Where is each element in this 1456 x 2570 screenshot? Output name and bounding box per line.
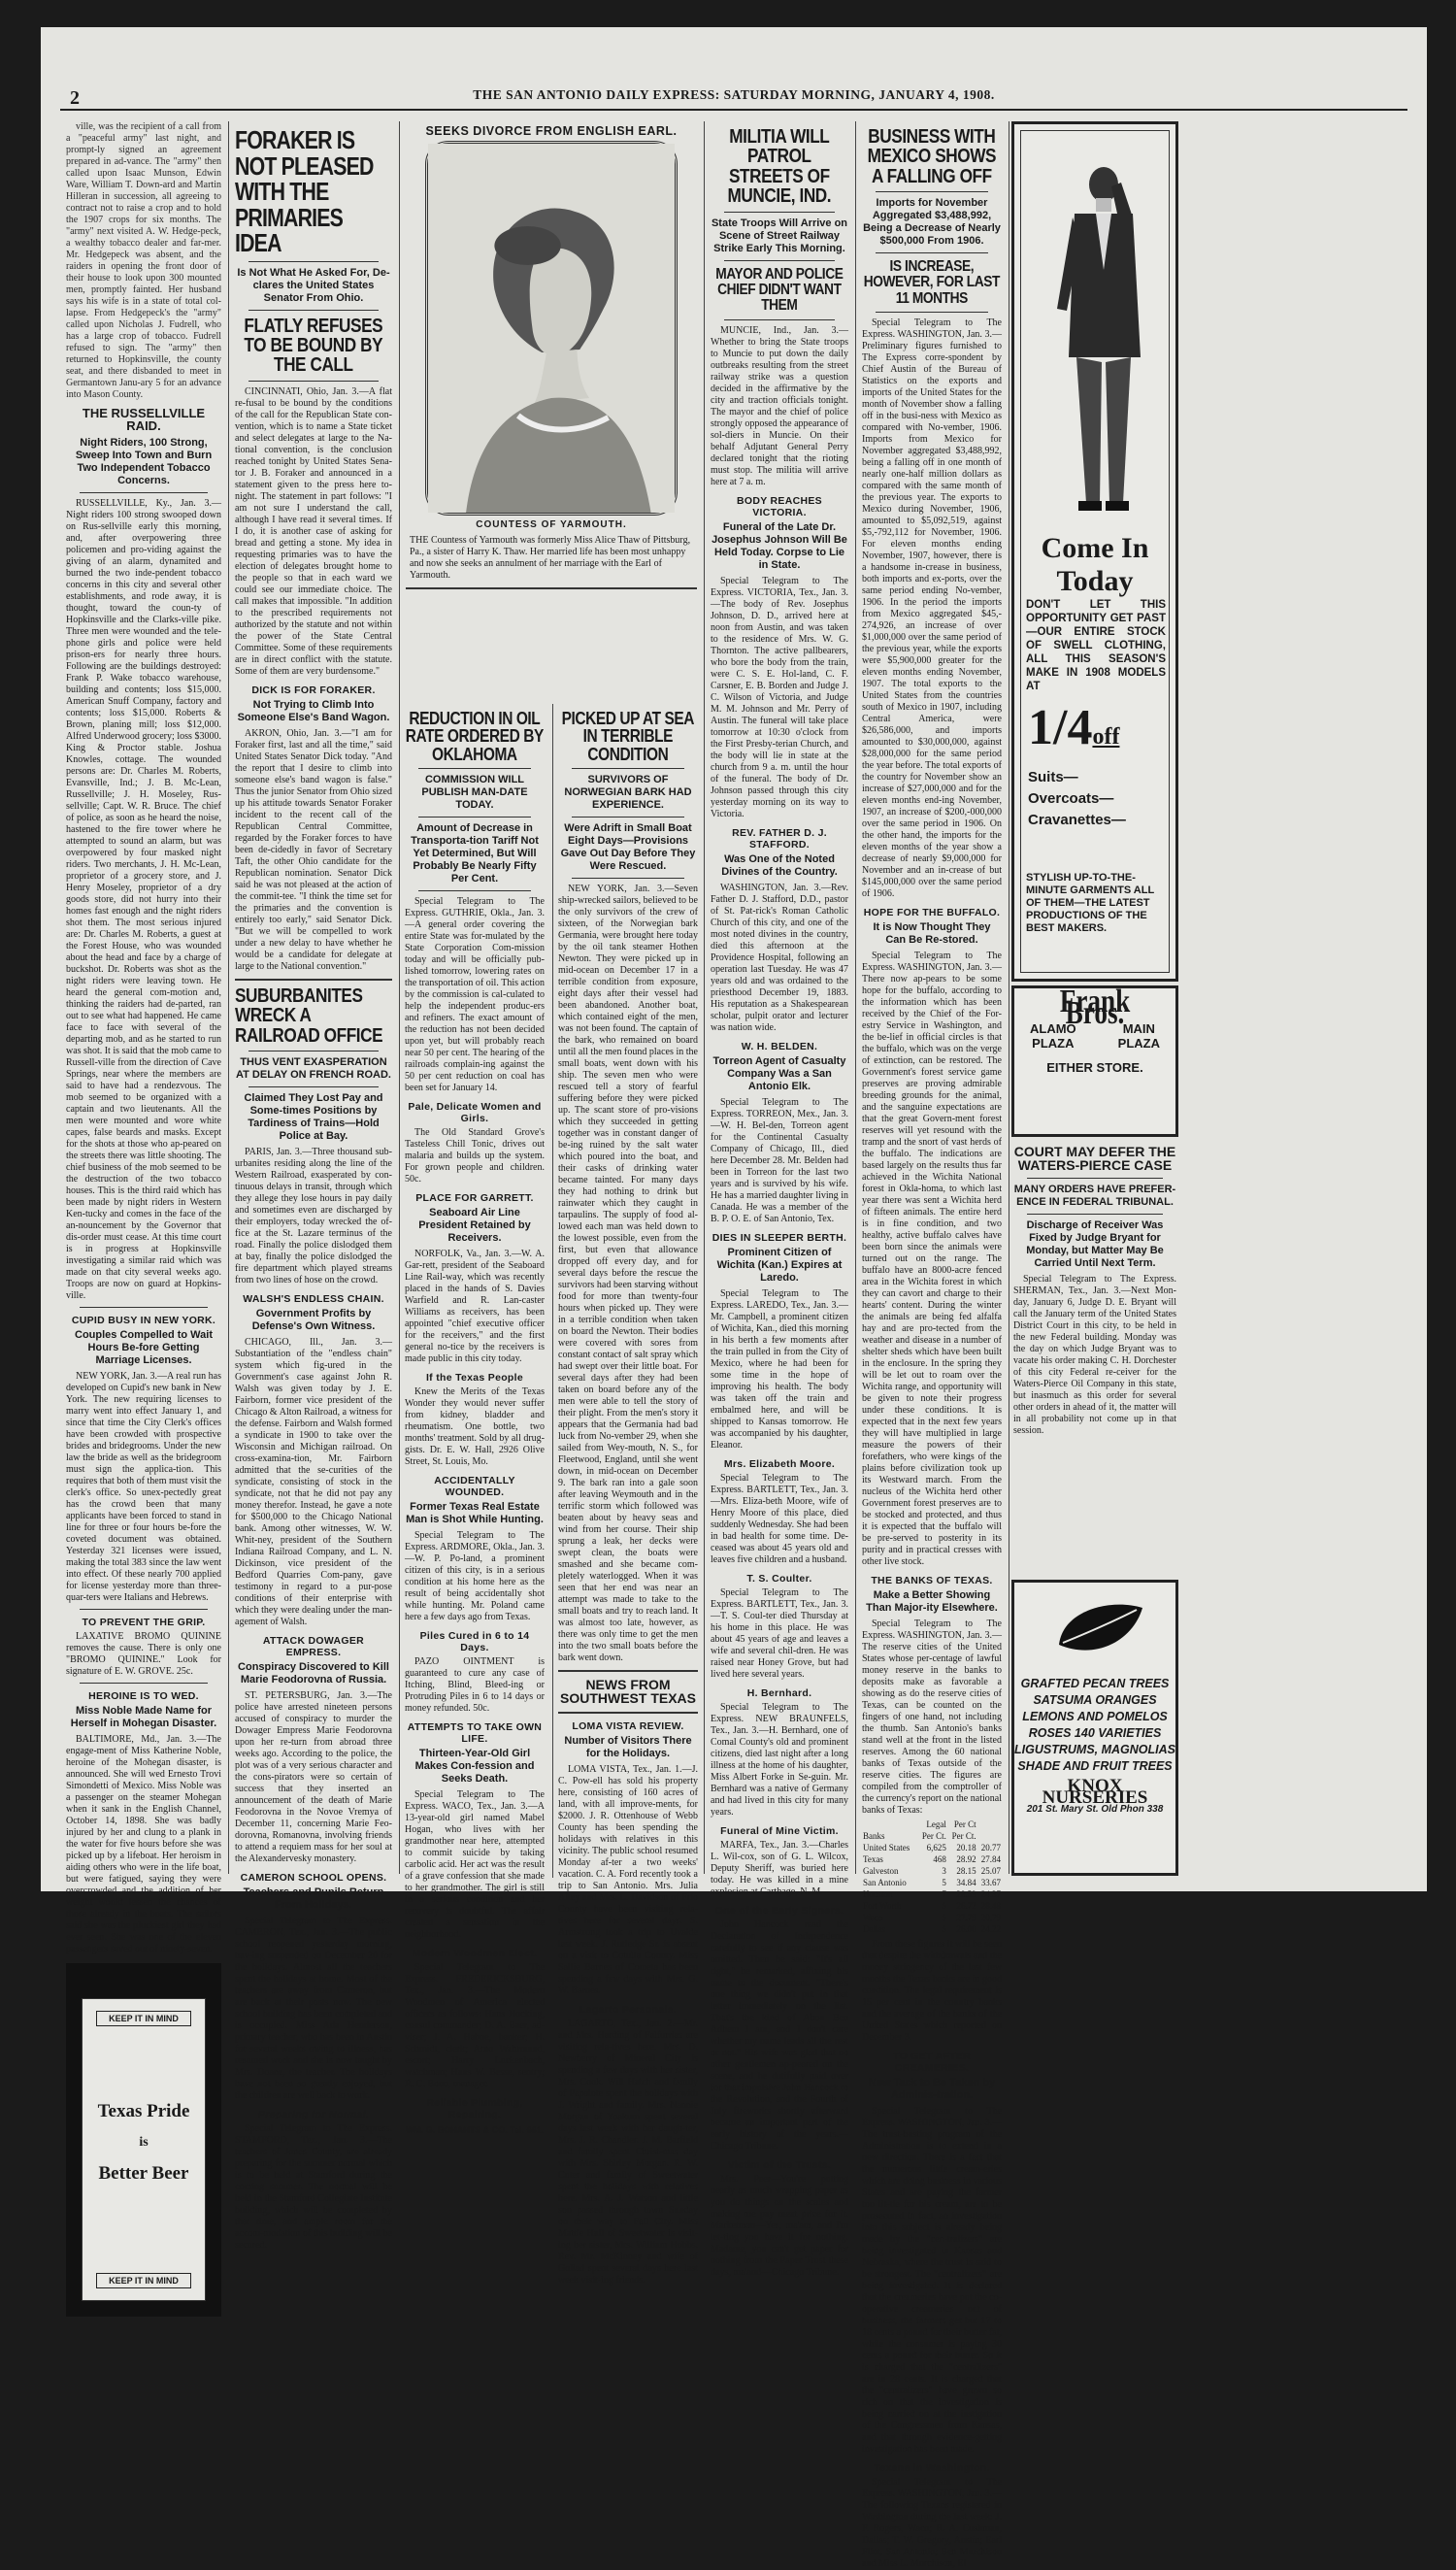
story-body: The Old Standard Grove's Tasteless Chill Tonic, drives out malaria and builds up the system. For grown people and children. 50c. xyxy=(405,1127,545,1185)
table-cell: 20.77 xyxy=(980,1843,1001,1853)
headline: HEROINE IS TO WED. xyxy=(88,1689,199,1702)
headline: DICK IS FOR FORAKER. xyxy=(251,684,376,696)
headline: COURT MAY DEFER THE WATERS-PIERCE CASE xyxy=(1013,1144,1176,1174)
column-2 xyxy=(229,121,398,2251)
stock-line: LEMONS AND POMELOS xyxy=(1022,1710,1168,1723)
stock-line: SHADE AND FRUIT TREES xyxy=(1017,1759,1173,1773)
headline: TO GET AFTER CREAMERIES. xyxy=(892,2051,972,2075)
divider xyxy=(572,817,684,818)
table-cell: Texas xyxy=(863,1854,883,1865)
table-cell: 24.22 xyxy=(980,1924,1001,1935)
clothing-advertisement xyxy=(1011,121,1178,982)
table-cell: 28.15 xyxy=(956,1866,976,1877)
table-cell: Fort Worth xyxy=(863,1901,902,1912)
headline: PICKED UP AT SEA IN TERRIBLE CONDITION xyxy=(561,709,695,764)
headline: PLACE FOR GARRETT. xyxy=(415,1192,534,1205)
headline: FORAKER IS NOT PLEASED WITH THE PRIMARIES IDEA xyxy=(235,125,374,258)
deck: COMMISSION WILL PUBLISH MAN-DATE TODAY. xyxy=(421,774,528,812)
deck: Discharge of Receiver Was Fixed by Judge Bryant for Monday, but Matter May Be Carried Until Next Term. xyxy=(1026,1218,1164,1269)
table-header-cell: Legal xyxy=(926,1819,946,1830)
headline: Texans in Washington. xyxy=(874,2462,990,2475)
headline: H. Bernhard. xyxy=(746,1686,812,1699)
table-row xyxy=(862,1853,1002,1865)
table-cell: 7 xyxy=(942,1889,946,1900)
garment-list xyxy=(1028,767,1126,831)
headline: Lagarto Personals. xyxy=(579,2003,677,2016)
deck: Seaboard Air Line President Retained by Receivers. xyxy=(418,1207,531,1245)
table-cell: 6,625 xyxy=(926,1843,946,1853)
portrait-illustration xyxy=(428,144,675,513)
table-cell: 20.18 xyxy=(956,1843,976,1853)
deck: Couples Compelled to Wait Hours Be-fore Getting Marriage Licenses. xyxy=(75,1328,213,1366)
story-body: Special Telegram to The Express. NEW BRAUNFELS, Tex., Jan. 3.—H. Bernhard, one of Comal County's old and prominent citizens, died last night after a long illness at the home of his daughter, Miss Albert Forke in Se-guin. Mr. Bernhard was a native of Germany and had lived in this city for many years. xyxy=(711,1701,848,1818)
garment-item: Suits— xyxy=(1028,769,1078,785)
story-body: Special Telegram to The Express. FREDERICKSBURG, Tex., Jan. 3.—The Modern Woodmen of America elected officers as follows: Hans Hocking, consul commander; D. A. Baer, ad-viser; J. A. Habne, banker; H. Schmidt, clerk; Arno Wahrmund, escort; Harry Luckenbach, watchman; Hans W. Besse, sentry; R. C. Bonn, manager. xyxy=(405,1962,545,2090)
ad-banner: KEEP IT IN MIND xyxy=(96,2011,191,2026)
divider xyxy=(80,1609,208,1610)
ad-footer: WM. G. BOHAHTS & CO. Tel. 661. xyxy=(405,2125,545,2136)
story-body: ville, was the recipient of a call from a "peaceful army" last night, and prompt-ly signed an agreement prepared in ad-vance. The "army" then called upon Isaac Munson, Edwin Ware, William T. Down-ard and Martin Hilleran in succession, all agreeing to contract not to raise a crop and to hold the 1907 crops for six months. The "army" next visited A. W. Hedge-peck, a wealthy tobacco dealer and far-mer. Mr. Hedgepeck was absent, and the raiders in opening the front door of their house to look upon 300 mounted men, promptly fainted. Her husband says his wife is in a state of total col-lapse. From Hedgepeck's the "army" called upon Nicholas J. Fudrell, who has a large crop of tobacco. Fudrell refused to sign. The "army" then returned to Hopkinsville, the county seat, and there disbanded to meet in Germantown Janu-ary 5 for an advance into Mason County. xyxy=(66,121,221,400)
divider xyxy=(418,890,531,891)
table-header-row xyxy=(862,1819,1002,1830)
deck: MANY ORDERS HAVE PREFER-ENCE IN FEDERAL TRIBUNAL. xyxy=(1013,1183,1176,1208)
divider xyxy=(558,1712,698,1714)
discount-fraction: 1/4 xyxy=(1028,700,1093,755)
deck: Were Adrift in Small Boat Eight Days—Provisions Gave Out Day Before They Were Rescued. xyxy=(560,822,696,873)
story-body: RUSSELLVILLE, Ky., Jan. 3.—Night riders 100 strong swooped down on Rus-sellville early this morning, and, after overpowering three policemen and pro-viding against the giving of an alarm, dynamited and burned the two inde-pendent tobacco concerns in this city and several other establishments, and rode away, it is thought, toward the coun-ty of Hopkinsville and the Clarks-ville pike. Three men were wounded and the tele-phone girls and police were held prison-ers for nearly three hours. Following are the buildings destroyed: Frank P. Wake tobacco warehouse, building and contents; loss $15,000. American Snuff Company, factory and contents; loss $15,000. Roberts & Brown, planing mill; loss $12,000. Alfred Underwood grocery; loss $3000. King & Proctor stable. Joshua Knowles, cottage. The wounded persons are: Dr. Charles M. Roberts, Evansville, Ind.; J. B. Mc-Lean, Russellville; J. H. Moseley, Rus-sellville; Capt. W. R. Bruce. The chief of police, as soon as he heard the noise, hastened to the fire tower where he attempted to sound an alarm, but was overpowered by four masked night riders. Two merchants, J. H. Mc-Lean, proprietor of a grocery store, and J. Henry Moseley, proprietor of a dry goods store, did not hurry into their homes fast enough and the night riders shot them. The most serious injured are: Dr. Charles M. Roberts, a guest at the Forest House, who was wounded about the head and face by a charge of buckshot. Dr. Roberts was shot as the night riders were leaving town. He heard the general com-motion and, thinking the raiders had de-parted, ran out to see what had happened. He came face to face with several of the departing mob, and as he started to run was shot. It is said that the mob came to Russell-ville from the direction of Cave Springs, near where the members are said to have had a rendezvous. The mob seemed to be organized with a captain and two lieutenants. All the men were mounted and wore white capes, false beards and masks. Except for the shots at those who ap-peared on the streets there was little shooting. The chief business of the mob seemed to be the destruction of the two tobacco houses. This is the third raid which has been made by night riders in Western Ken-tucky and comes in the face of the an-nouncement by the Governor that dis-order must cease. At this time court is in progress at Hopkinsville investigating a similar raid which was made on that city several weeks ago. Troops are now on guard at Hopkins-ville. xyxy=(66,497,221,1301)
story-body: Special Telegram to The Express. GUTHRIE, Okla., Jan. 3.—A general order covering the entire State was for-mulated by the State Corporation Com-mission today and will be officially pub-lished tomorrow, lowering rates on the transportation of oil. This action by the commission is cal-culated to help the independent produc-ers and refiners. The exact amount of the reduction has not been decided upon yet, but will probably reach near 50 per cent. The hearing of the railroads complain-ing against the 50 per cent reduction on coal has been set for January 14. xyxy=(405,896,545,1094)
deck: Thirteen-Year-Old Girl Makes Con-fession and Seeks Death. xyxy=(414,1748,535,1786)
story-body: From these figures it will be seen that despite the withdrawals and the money stringency of the last few months the Texas banks are in good condition. The legal requirement is 15 per cent in the country banks and the average of the banks of the United States which reported on December 3. xyxy=(862,1939,1002,2044)
headline: DIES IN SLEEPER BERTH. xyxy=(711,1231,847,1244)
headline: WALSH'S ENDLESS CHAIN. xyxy=(243,1292,384,1305)
table-cell: 5 xyxy=(942,1924,946,1935)
deck: Torreon Agent of Casualty Company Was a San Antonio Elk. xyxy=(712,1054,846,1092)
beer-advertisement xyxy=(66,1963,221,2317)
headline: Modern Woodmen Elect. xyxy=(412,1948,538,1960)
beer-ad-panel xyxy=(82,1998,206,2301)
deck: THUS VENT EXASPERATION AT DELAY ON FRENCH ROAD. xyxy=(236,1055,391,1081)
column-4 xyxy=(705,121,854,2278)
table-cell: 3 xyxy=(942,1866,946,1877)
headline: REV. FATHER D. J. STAFFORD. xyxy=(732,826,827,851)
table-header-cell: Per Ct. xyxy=(921,1831,946,1842)
garment-item: Overcoats— xyxy=(1028,790,1114,807)
running-head: THE SAN ANTONIO DAILY EXPRESS: SATURDAY MORNING, JANUARY 4, 1908. xyxy=(473,87,995,102)
headline: CAMERON SCHOOL OPENS. xyxy=(240,1871,387,1884)
deck: Miss Noble Made Name for Herself in Mohegan Disaster. xyxy=(70,1704,217,1729)
subcolumn-left xyxy=(400,704,549,2136)
story-body: MUNCIE, Ind., Jan. 3.—Whether to bring the State troops to Muncie to put down the daily outbreaks resulting from the street railway strike was a question decided in the affirmative by the city and traction officials tonight. The mayor and the chief of police strongly opposed the appearance of sol-diers in Muncie. On their behalf Adjutant General Perry declared tonight that the rioting must stop. The militia will arrive here at 7 a. m. xyxy=(711,324,848,487)
table-cell: 27.79 xyxy=(956,1913,976,1923)
headline: T. S. Coulter. xyxy=(746,1572,812,1585)
story-body: Special Telegram to The Express. SHERMAN, Tex., Jan. 3.—Next Mon-day, January 6, Judge D. E. Bryant will call the January term of the United States District Court in this city, to be held in the new Federal building. Monday was the day on which Judge Bryant was to vacate his order making C. H. Dorchester of this city Federal re-ceiver for the Waters-Pierce Oil Company in this state, but inasmuch as this order for several other orders in ahead of it, the matter will in all probability not come up in that session. xyxy=(1013,1273,1176,1436)
leaf-icon xyxy=(1053,1596,1146,1664)
deck: Conspiracy Discovered to Kill Marie Feodorovna of Russia. xyxy=(238,1660,389,1686)
table-row xyxy=(862,1912,1002,1923)
photo-headline: SEEKS DIVORCE FROM ENGLISH EARL. xyxy=(425,124,678,138)
table-cell: 20.79 xyxy=(980,1913,1001,1923)
story-body: LAGARTO, Tex., Jan. 2.—Mr. and Mrs. Harding of Falfurrias are visiting rela-tives here. Mrs. D. Newberry of Mineral City is spending a few days with her sister, Mrs. Cook. Will Hatch and family of Papalote spent the holidays with J. Wright and family. Mrs. Nannie Morgan of Yoakum spent several days last week with her daugh-ter, Mrs. J. R. Chandler. J. M. Barfield and family spent Christ-mas day with Mrs. Shirley Morgan. R. W. Cuter and family of Sweetwater spent the holidays with relatives here. Mrs. A. J. Watson and little son passed through town Sunday on their way to Fall City. Miss Mattie Hall of Sweetwater is visit-ing her sister, Mrs. William Hobbs. Rev. Mr. McKinney and wife of Goliad spent several days here last week visit-ing friends. xyxy=(558,2018,698,2286)
deck: Government Profits by Defense's Own Witness. xyxy=(251,1307,376,1332)
table-row xyxy=(862,1865,1002,1877)
headline: MAYOR AND POLICE CHIEF DIDN'T WANT THEM xyxy=(715,265,844,315)
knox-nurseries-advertisement xyxy=(1011,1580,1178,1876)
stock-line: ROSES 140 VARIETIES xyxy=(1028,1726,1162,1740)
divider xyxy=(876,312,988,313)
story-body: PAZO OINTMENT is guaranteed to cure any case of Itching, Blind, Bleed-ing or Protruding Piles in 6 to 14 days or money refunded. 50c. xyxy=(405,1656,545,1715)
ad-banner: KEEP IT IN MIND xyxy=(96,2273,191,2288)
table-row xyxy=(862,1900,1002,1912)
deck: Make a Better Showing Than Major-ity Elsewhere. xyxy=(866,1589,998,1615)
table-cell: 27.84 xyxy=(980,1854,1001,1865)
table-cell: San Antonio xyxy=(863,1878,907,1888)
photo-caption: COUNTESS OF YARMOUTH. xyxy=(476,519,627,530)
headline: Funeral of Mine Victim. xyxy=(720,1824,839,1837)
divider xyxy=(558,1670,698,1672)
deck: Prominent Citizen of Wichita (Kan.) Expires at Laredo. xyxy=(716,1246,843,1284)
story-body: John Hancock read the Declaration of Independence carefully to see if any clause was omitted. Then he said: "It's all right," he remarked, affixing his name to the document. "There's one thing we didn't put in that letter immediately on the list. That's the kind of Abou Ben Adhem I am, and I don't care whether my name leads all the rest or not." His wife was glad that no other gentlemen ap-peared on the scene, and he dutifully paid over for that impulsive John Hancock to the Revolution, and the Fourth of July fireworks shortly afterward became an important part of the early history of the years.—Chicago Tribune. xyxy=(711,1919,848,2152)
headline: FLATLY REFUSES TO BE BOUND BY THE CALL xyxy=(244,315,383,377)
table-cell: 25.07 xyxy=(980,1866,1001,1877)
story-body: Special Telegram to The Express. STAMFORD, Tex., Jan. 3.—The teachers of Jones County, are already preparing for the summer normal which is to be held at Stamford during the coming summer. The normal will be held in the Stamford Collegiate Institute building, which will be completed by that time, and ample room for the accom-modation of this building will be secured. xyxy=(235,2122,392,2251)
nursery-address: 201 St. Mary St. Old Phon 338 xyxy=(1026,1804,1164,1815)
headline: W. H. BELDEN. xyxy=(741,1040,818,1052)
masthead-rule xyxy=(60,109,1407,111)
deck: It is Now Thought They Can Be Re-stored. xyxy=(873,921,991,947)
headline: IS INCREASE, HOWEVER, FOR LAST 11 MONTHS xyxy=(863,258,1000,307)
court-story xyxy=(1013,1139,1176,1439)
column-3 xyxy=(400,121,703,2286)
column-5 xyxy=(856,121,1008,2570)
split-columns xyxy=(400,704,703,2286)
story-body: CHICAGO, Ill., Jan. 3.—Substantiation of the "endless chain" system which fig-ured in the Government's case against John R. Walsh was given today by J. E. Fairborn, former vice president of the Chicago & Alton Railroad, a witness for the defense. Fairborn and Walsh formed a syndicate in 1900 to take over the Wisconsin and Michigan railroad. On cross-examina-tion, Mr. Fairborn admitted that the se-curities of the syndicate, consisting of stock in the syndicate, not that he did not pay any money therefor. Instead, he gave a note for $500,000 to the Chicago National bank. Among other witnesses, W. W. Whit-ney, president of the Southern Indiana Railroad Company, and L. N. Dickinson, vice president of the Bedford Quarries Com-pany, gave testimony in regard to a pur-pose conditions of their enterprise with which they were dealing under the man-agement of Walsh. xyxy=(235,1336,392,1627)
story-body: WASHINGTON, Jan. 3.—Rev. Father D. J. Stafford, D.D., pastor of St. Pat-rick's Roman Catholic Church of this city, and one of the most noted divines in the country, died this afternoon at the Providence Hospital, following an operation last Tuesday. He was 47 years old and was ordained to the priesthood December 19, 1883. His reputation as a Shakespearean scholar, pulpit orator and lecturer was nation wide. xyxy=(711,882,848,1033)
divider xyxy=(248,310,379,311)
deck: Number of Visitors There for the Holidays. xyxy=(564,1734,692,1759)
slogan-line: Texas Pride xyxy=(97,2100,190,2121)
table-cell: Dallas xyxy=(863,1924,885,1935)
stock-line: GRAFTED PECAN TREES xyxy=(1020,1677,1170,1690)
table-cell: 5 xyxy=(942,1901,946,1912)
divider xyxy=(248,261,379,262)
headline: Victim of the Trusts. xyxy=(727,2158,832,2171)
story-body: LOMA VISTA, Tex., Jan. 1.—J. C. Pow-ell has sold his property here, consisting of 160 acres of land, with all improve-ments, for $2000. J. R. Ottenhouse of Webb County has been spending the holidays with relatives in this vicinity. The public school resumed Monday af-ter a two weeks' vacation. C. A. Ford recently took a trip to San Antonio. Mrs. Julia Alley and Mrs. L. Davidson of Frio County have been visiting rela-tives here for several days. S. Armstrong took a trip to Uvalde last week. J. Rutledge Sr. is absent on a visit to Cotulla County. Miss Sallie Barnes of Cometa has been spending a few days with Mrs. G. W. Barnes. xyxy=(558,1763,698,1996)
divider xyxy=(572,768,684,769)
story-body: Special Telegram to The Express. WASHINGTON, Jan. 3.—The reserve cities of the United States whose per-centage of lawful money reserve in the banks to deposits make as favorable a showing as do the reserve cities of Texas, can be counted on the fingers of one hand, not including the thumb. San Antonio's banks stand well at the front in the listed reserves. Among the 60 national banks of Texas outside of the reserve cities. The figures are compiled from the comptroller of the currency's report on the national banks of Texas: xyxy=(862,1619,1002,1817)
table-cell: 5 xyxy=(942,1878,946,1888)
story-body: LAXATIVE BROMO QUININE removes the cause. There is only one "BROMO QUININE." Look for signature of E. W. GROVE. 25c. xyxy=(66,1630,221,1677)
subcolumn-right xyxy=(552,704,703,2286)
headline: One of the Early Signers. xyxy=(714,1904,844,1917)
divider xyxy=(572,878,684,879)
headline: LOMA VISTA REVIEW. xyxy=(572,1719,684,1732)
story-body: Special Telegram to The Express. ARDMORE, Okla., Jan. 3.—W. P. Po-land, a prominent citizen of this city, is in a serious condition at his home here as the result of being accidentally shot while hunting. Mr. Poland came here a few days ago from Texas. xyxy=(405,1530,545,1623)
table-cell: 34.84 xyxy=(956,1878,976,1888)
story-body: Special Telegram to The Express. CAMERON, Tex., Jan. 3.—The public school reopened yesterday morning, hav-ing suspended on December 20 for the holidays. Almost all the teachers spent the holidays at home. Most of the teachers are away from Cameron, but are back at their posts now. The new school building has been completed and is occupied. Miss Ada Henderson, primary teacher, who has been in Austin for several weeks owing to illness, has resumed work and she is now taught by Mrs. Doane, the teacher. The holidays have not been so greatly enjoyed, but the children are well back to work. xyxy=(235,1915,392,2101)
deck: Funeral of the Late Dr. Josephus Johnson Will Be Held Today. Corpse to Lie in State. xyxy=(711,520,847,571)
divider xyxy=(248,381,379,382)
table-header-cell: Per Ct. xyxy=(951,1831,976,1842)
table-cell: 26.00 xyxy=(956,1924,976,1935)
story-body: Mrs. Peer—You're putting nearly as much wrapping paper as you do things on the scales and making me pay meat price for it. Marketman—Yes, ma'am, and I'm let-ting you have it for nothing. Madame, you can't get paper for nothing from the Paper Trust these days, ma'am!—Chicago Tribune. xyxy=(711,2173,848,2278)
divider xyxy=(724,212,835,213)
headline: MILITIA WILL PATROL STREETS OF MUNCIE, IND. xyxy=(727,126,832,208)
story-body: NEW YORK, Jan. 3.—Seven ship-wrecked sailors, believed to be the only survivors of the crew of sixteen, of the Norwegian bark Germania, were brought here today by the oil tank steamer Hothen Newton. They were picked up in mid-ocean on December 17 in a terrible condition from exposure, eight days after their vessel had been abandoned. Another boat, which contained eight of the men, was not been found. The captain of the bark, who remained on board until all the men found places in the small boats, went down with his ship. The seven men who were rescued tell a story of fearful suffering before they were picked up. The scant store of pro-visions which they succeeded in getting together was in constant danger of be-ing ruined by the salt water which poured into the boat, and their casks of drinking water became tainted. For many days they had nothing to drink but rainwater which they caught in tarpaulins. The supply of food al-lowed each man was held down to the lowest possible, even from the first, but even that allowance dropped off every day, and for several days before the rescue the survivors had been starving without food for more than twenty-four hours when picked up. They were in a terrible condition when taken on board the Newton. Their bodies were covered with sores from constant contact of salt spray which had swept over their little boat. For several days after they had been taken on board before any of the men were able to tell the story of their plight. From the men's story it appears that the Germania had bad luck from No-vember 29, when she sailed from Wey-mouth, N. S., for Fleetwood, England, until she went down, in mid-ocean on December 9. The bark ran into a gale soon after leaving Weymouth and in the terrific storm which followed was beaten about by heavy seas and wind from her course. Their ship sprung a leak, her decks were swept clean, the boats were smashed and she became com-pletely waterlogged. When it was seen that her end was near an attempt was made to take to the small boats and try to reach land. It was almost too late, however, as there was only time to get the men into the two small boats before the bark went down. xyxy=(558,884,698,1664)
deck: Former Texas Real Estate Man is Shot While Hunting. xyxy=(406,1501,544,1526)
story-body: Special Telegram to The Express. LAREDO, Tex., Jan. 3.—Mr. Campbell, a prominent citizen of Wichita, Kan., died this morning in his berth a few moments after the train pulled in from the City of Mexico, where he had been for some time in the hope of improving his health. The body was taken off the train and embalmed here, and will be shipped to Kansas tomorrow. He was accompanied by his daughter, Eleanor. xyxy=(711,1287,848,1451)
story-body: PARIS, Jan. 3.—Three thousand sub-urbanites residing along the line of the Western Railroad, exasperated by con-tinuous delays in transit, through which they allege they lose hours in pay daily and sometimes even are discharged by their employers, today wrecked the of-fice at the St. Lazare terminus of the road. Finally the police dislodged them at bay, finally the police dislodged the fire department which played streams from two lines of hose on the crowd. xyxy=(235,1146,392,1285)
headline: SUBURBANITES WRECK A RAILROAD OFFICE xyxy=(235,985,383,1047)
bank-reserve-table xyxy=(862,1819,1002,1935)
headline: Pale, Delicate Women and Girls. xyxy=(408,1101,542,1125)
headline: BODY REACHES VICTORIA. xyxy=(736,494,822,518)
headline: HOPE FOR THE BUFFALO. xyxy=(863,907,1001,919)
slogan-line: Better Beer xyxy=(98,2162,189,2184)
headline: NEWS FROM SOUTHWEST TEXAS xyxy=(559,1677,696,1707)
headline: Piles Cured in 6 to 14 Days. xyxy=(419,1630,530,1654)
story-body: Special Telegram to The Express. WASHINGTON, Jan. 3.—There now ap-pears to be some hope for the buffalo, according to the information which has been received by the Chief of the For-estry Service in Washington, and the be-lief in official circles is that the buffalo, which was on the verge of extinction, can be restored. The Government's forest service game preserves are proving admirable breeding grounds for the animal, and the sanguine expectations are that the great Govern-ment forest reserves will yet resound with the tramp and the snort of vast herds of the buffalo. The indications are based largely on the results thus far achieved in the Wichita National forest in Okla-homa, to which last year there was sent a Wichita herd of fifteen animals. The entire herd is in fine condition, and two healthy, active buffalo calves have been born since the animals were turned out on the range. The buffalo have an 8000-acre fenced area in the Wichita forest in which they can cavort and charge to their hearts' content. During the winter the animals are being fed alfalfa hay and are pro-tected from the weather and disease in a number of shelter sheds which have been built in the enclosure. In the spring they will be let out to roam over the Wichita range, and opportunity will be given to note their progress under these conditions. It is expected that in the next few years they will have multiplied in large measure the powers of their forefathers, who were kings of the plains before civilization took up its Westward march. From the nucleus of the Wichita herd other Government forest preserves are to be stocked and protected, and thus it is expected that the buffalo will be pre-served to posterity in its purity and in practical cresses with other live stock. xyxy=(862,951,1002,1568)
newspaper-page xyxy=(41,27,1427,2570)
table-header-cell: Banks xyxy=(863,1831,885,1842)
divider xyxy=(724,260,835,261)
store-location: MAIN PLAZA xyxy=(1117,1021,1160,1051)
divider xyxy=(248,1086,379,1087)
deck: State Troops Will Arrive on Scene of Street Railway Strike Early This Morning. xyxy=(711,217,848,254)
headline: Mrs. Elizabeth Moore. xyxy=(723,1457,836,1470)
deck: Was One of the Noted Divines of the Country. xyxy=(721,852,838,878)
slogan-line: is xyxy=(139,2134,149,2150)
caption-text: THE Countess of Yarmouth was formerly Miss Alice Thaw of Pittsburg, Pa., a sister of Harry K. Thaw. Her married life has been most unhappy and now she seeks an annulment of her marriage with the Earl of Yarmouth. xyxy=(410,535,691,581)
headline: ACCIDENTALLY WOUNDED. xyxy=(434,1475,515,1499)
table-cell: United States xyxy=(863,1843,910,1853)
deck: Amount of Decrease in Transporta-tion Tariff Not Yet Determined, But Will Probably Be Nearly Fifty Per Cent. xyxy=(411,822,539,885)
table-row xyxy=(862,1923,1002,1935)
table-cell: 28.92 xyxy=(956,1854,976,1865)
headline: TO PREVENT THE GRIP. xyxy=(82,1616,206,1628)
deck: Is Not What He Asked For, De-clares the United States Senator From Ohio. xyxy=(237,266,390,304)
page-number: 2 xyxy=(70,87,80,109)
story-body: Special Telegram to The Express. WASHINGTON, Jan. 3.—The trust-busting program of the Administration is to extend in a new direction. There is a fact that the numerous little cream-eries which are doing business in various States and are paying the farmer too lit-tle for his cream, are to be prosecuted in fact, an investigation into this subject is already being made by the "cen-tralizers" are being investigated in Kansas and Nebraska, where the trust is said to be strongest. The "centralizers" are being investigated. It is declared that the creameries have put the co-operative creameries out of business, the farmers get but 17 to 18 cents a pound for their butter fat, while the consumer is paying 30 cents a pound for their butter. So it is charged that the "centralizers" are in 28 cents. It is charged that the "centralizers" have grown so rich on that the investigation is being carried on at the instigation of the Congressmen from Kansas, and that through evidence-getting investigation has been made. xyxy=(862,2106,1002,2455)
headline: ATTEMPTS TO TAKE OWN LIFE. xyxy=(407,1721,543,1746)
divider xyxy=(1027,1214,1163,1215)
divider xyxy=(1027,1178,1163,1179)
story-body: AKRON, Ohio, Jan. 3.—"I am for Foraker first, last and all the time," said United States Senator Dick today. "And the report that I desire to climb into someone else's band wagon is false." Thus the junior Senator from Ohio sized up his attitude towards Senator Foraker incident to the recent call of the Republican Central Committee, regarded by the Foraker forces to have been de-cidedly in favor of Secretary Taft, the other Ohio candidate for the Republican nomination. Senator Dick said he was not pleased at the action of the commit-tee. "I think the time set for the primaries and the convention is entirely too early," said Senator Dick. "But we will be compelled to work under a new delay to have whether he would be a candidate for delegate at large to the National convention." xyxy=(235,727,392,972)
table-cell: 26.72 xyxy=(956,1901,976,1912)
deck: Claimed They Lost Pay and Some-times Positions by Tardiness of Trains—Hold Police at Bay. xyxy=(244,1091,383,1142)
divider xyxy=(724,319,835,320)
headline: CUPID BUSY IN NEW YORK. xyxy=(71,1314,216,1326)
table-header-cell: Per Ct xyxy=(953,1819,976,1830)
portrait-photo xyxy=(425,141,678,516)
stock-line: LIGUSTRUMS, MAGNOLIAS xyxy=(1014,1743,1175,1756)
divider xyxy=(80,1307,208,1308)
frank-bros-advertisement xyxy=(1011,985,1178,1137)
deck: Night Riders, 100 Strong, Sweep Into Town and Burn Two Independent Tobacco Concerns. xyxy=(75,436,213,486)
ad-headline-line: Today xyxy=(1056,565,1134,597)
headline: Reliable Plumbing, Repairing. xyxy=(426,2097,523,2121)
divider xyxy=(418,768,531,769)
divider xyxy=(418,817,531,818)
headline: Preparing for Normal. xyxy=(257,2108,370,2120)
table-header-cell xyxy=(862,1819,917,1830)
story-body: Special Telegram to The Express. VICTORIA, Tex., Jan. 3.—The body of Rev. Josephus Johnson, D. D., arrived here at noon from Austin, and was taken to the residence of Mrs. W. G. Thornton. The active pallbearers, who bore the body from the train, were C. S. E. Hol-land, C. F. Carsner, E. B. Borden and Judge J. C. Wilson of Victoria, and Judge M. M. Johnson and Mr. Perry of Austin. The funeral will take place tomorrow at 10:30 o'clock from the First Presby-terian Church, and the body will lie in state at the church from 9 a. m. until the hour of the funeral. The body of Dr. Johnson passed through this city yesterday morning on its way to Victoria. xyxy=(711,575,848,819)
table-row xyxy=(862,1877,1002,1888)
bank-table-body xyxy=(862,1819,1002,1935)
nursery-name: KNOX NURSERIES xyxy=(1042,1776,1148,1808)
table-cell: 28.59 xyxy=(956,1889,976,1900)
deck: Teachers and Pupils Return From Holidays. xyxy=(243,1886,384,1911)
garment-item: Cravanettes— xyxy=(1028,812,1126,828)
story-body: NEW YORK, Jan. 3.—A real run has developed on Cupid's new bank in New York. The new requiring licenses to marry went into effect January 1, and since that time the City Clerk's offices have been crowded with prospective brides and bridegrooms. Under the new law the bride as well as the bridegroom must sign the applica-tion. This requires that both of them must visit the clerk's office. So unex-pectedly great has the crowd been that many applicants have been forced to stand in line for three or four hours be-fore the coveted document was obtained. Yesterday 321 licenses were issued, making the total 383 since the law went into effect. Of these nearly 700 applied for license yesterday more than three-quar-ters were Italians and Hebrews. xyxy=(66,1370,221,1603)
story-body: MARFA, Tex., Jan. 3.—Charles L. Wil-cox, son of G. L. Wilcox, Deputy Sheriff, was buried here today. He was killed in a mine explosion at Carthage, N. M. xyxy=(711,1839,848,1897)
store-location: ALAMO PLAZA xyxy=(1030,1021,1076,1051)
story-body: Special Telegram to The Express. BARTLETT, Tex., Jan. 3.—Mrs. Eliza-beth Moore, wife of Henry Moore of this place, died suddenly Wednesday. She had been in bad health for some time. De-ceased was about 45 years old and leaves five children and a husband. xyxy=(711,1472,848,1565)
table-cell: 5 xyxy=(942,1913,946,1923)
store-name: Frank Bros. xyxy=(1059,984,1131,1031)
store-note: EITHER STORE. xyxy=(1046,1060,1143,1075)
table-cell: 24.37 xyxy=(980,1889,1001,1900)
headline: BUSINESS WITH MEXICO SHOWS A FALLING OFF xyxy=(867,126,997,187)
stock-line: SATSUMA ORANGES xyxy=(1033,1693,1157,1707)
column-6-ads xyxy=(1009,121,1180,1878)
table-cell: Waco xyxy=(863,1913,883,1923)
divider xyxy=(235,979,392,981)
deck: New Tack to Be Taken by Adminis-tration. xyxy=(868,2077,996,2102)
deck: Imports for November Aggregated $3,488,992, Being a Decrease of Nearly $500,000 From 1906. xyxy=(863,197,1001,248)
headline: ATTACK DOWAGER EMPRESS. xyxy=(262,1634,365,1658)
divider xyxy=(80,1683,208,1684)
deck: SURVIVORS OF NORWEGIAN BARK HAD EXPERIENCE. xyxy=(564,774,692,812)
table-cell: Houston xyxy=(863,1889,893,1900)
divider xyxy=(80,492,208,493)
table-cell: Galveston xyxy=(863,1866,899,1877)
divider xyxy=(876,191,988,192)
discount-word: off xyxy=(1092,724,1120,750)
story-body: Special Telegram to The Express. WASHINGTON, Jan. 3.—The following Texans registered in Washington during the last week: J. F. Rogers, Waco; R. A. Cushman, Dallas; T. W. Gregory, Austin; Earl Flint, San Antonio; Ben Murchison and Miss L. Murchison, El xyxy=(862,2477,1002,2570)
divider xyxy=(406,587,697,589)
masthead xyxy=(41,27,1427,119)
ad-headline-line: Come In xyxy=(1041,532,1149,564)
table-header-row xyxy=(862,1830,1002,1842)
gentleman-figure-illustration xyxy=(1047,153,1154,522)
story-body: NORFOLK, Va., Jan. 3.—W. A. Gar-rett, president of the Seaboard Line Rail-way, which was recently placed in the hands of S. Davies Warfield and R. Lan-caster Williams as receivers, has been appointed "chief executive officer for the receivers," and the first general no-tice by the receivers is made public in this city today. xyxy=(405,1249,545,1365)
beer-slogan xyxy=(83,2096,205,2189)
discount-label xyxy=(1028,700,1120,762)
table-cell: 468 xyxy=(933,1854,946,1865)
story-body: Special Telegram to The Express. BARTLETT, Tex., Jan. 3.—T. S. Coul-ter died Thursday at his home in this place. He was about 45 years of age and leaves a wife and several chil-dren. He was raised near Honey Grove, but had lived here several years. xyxy=(711,1586,848,1680)
story-body: CINCINNATI, Ohio, Jan. 3.—A flat re-fusal to be bound by the conditions of the call for the Republican State con-vention, which is to name a State ticket and select delegates at large to the Na-tional convention, is the conclusion reached tonight by United States Sena-tor J. B. Foraker and announced in a statement given to the press here to-night. The statement in part follows: "I am not sure I understand the call, although I have read it several times. If I do, it is another case of asking for bread and getting a stone. My idea in requesting primaries was to have the election of delegates brought home to the people so that in each ward we could see our immediate choice. The call makes that impossible. "In addition to the prescribed requirements not authorized by the statute and not within the power of the State Central Committee. Some of these requirements are in direct conflict with the statute. Some of them are very burdensome." xyxy=(235,385,392,677)
table-cell: 28.48 xyxy=(980,1901,1001,1912)
table-row xyxy=(862,1888,1002,1900)
story-body: Special Telegram to The Express. WASHINGTON, Jan. 3.—Preliminary figures furnished to The Express corre-spondent by Chief Austin of the Bureau of Statistics on the exports and imports of the United States for the month of November show a falling off in the busi-ness with Mexico as compared with No-vember, 1906. Imports from Mexico for November aggregated $3,488,992, being a falling off in one month of nearly one-half million dollars as compared with the same month of the previous year. The exports to Mexico during November, 1906, amounted to $5,092,519, against $5,-792,112 for November, 1906. For eleven months ending November, 1907, however, there is a handsome in-crease in business, both imports and ex-ports, over the same period ending No-vember, 1906. In the period the imports from Mexico aggregated $45,- 274,926, an increase of over $1,000,000 over the same period of the previous year, while the exports were $5,900,000 greater for the eleven months ending November, 1907. The total exports to the United States from the countries south of Mexico in 1907, including Central America, were $26,586,000, and imports amounted to $30,000,000, against $28,000,000 for the same period the year before. The total exports of the country for November show an increase of $27,000,000 and for the eleven months end-ing November, 1907, an increase of $200,-000,000 over the same period in 1906. On the other hand, the imports for the eleven months of the year show a decrease of nearly $9,000,000 for November and an in-crease of but $145,000,000 over the same period of 1906. xyxy=(862,317,1002,900)
column-1 xyxy=(60,121,227,2286)
table-cell: 33.67 xyxy=(980,1878,1001,1888)
table-row xyxy=(862,1842,1002,1853)
divider xyxy=(876,252,988,253)
ad-copy: DON'T LET THIS OPPORTUNITY GET PAST—OUR ENTIRE STOCK OF SWELL CLOTHING, ALL THIS SEASON'S MAKE IN 1908 MODELS AT xyxy=(1026,599,1166,692)
headline: THE RUSSELLVILLE RAID. xyxy=(82,406,206,434)
ad-headline xyxy=(1014,532,1175,598)
story-body: Knew the Merits of the Texas Wonder they would never suffer from kidney, bladder and rheumatism. One bottle, two months' treatment. Sold by all drug-gists. Dr. E. W. Hall, 2926 Olive Street, St. Louis, Mo. xyxy=(405,1386,546,1468)
story-body: ST. PETERSBURG, Jan. 3.—The police have arrested nineteen persons accused of conspiracy to murder the Dowager Empress Marie Feodorovna upon her re-turn from abroad three weeks ago. According to the police, the plot was of a very serious character and the cons-pirators were so certain of success that they inserted an announcement of the death of Marie Feodorovna in the Novoe Vremya of December 11, concerning Marie Feo-dorovna, Romanovna, involving friends to attend a requiem mass for her soul at the Alexandervesky monastery. xyxy=(235,1689,392,1864)
story-body: Special Telegram to The Express. TORREON, Mex., Jan. 3.—W. H. Bel-den, Torreon agent for the Continental Casualty Company of Chicago, Ill., died here December 28. Mr. Belden had been in Torreon for the last two years and is survived by his wife. He has a married daughter living in Canada. He was a member of the B. P. O. E. of San Antonio, Tex. xyxy=(711,1096,848,1224)
nursery-stock-list xyxy=(1014,1676,1175,1775)
deck: Not Trying to Climb Into Someone Else's Band Wagon. xyxy=(237,698,390,723)
headline: THE BANKS OF TEXAS. xyxy=(871,1575,993,1587)
story-body: Special Telegram to The Express. WACO, Tex., Jan. 3.—A 13-year-old girl named Mabel Hogan, who lives with her grandmother near here, attempted to commit suicide by taking carbolic acid. Her act was the result of a grave confession that she made to her grandmother. The girl is still in a serious condition and her recovery is doubtful. The affair created a sensation in the neighborhood. xyxy=(405,1789,545,1941)
story-body: BALTIMORE, Md., Jan. 3.—The engage-ment of Miss Katherine Noble, heroine of the Mohegan disaster, is announced. She will wed Ernesto Trovi Simondetti of Mexico. Miss Noble was a passenger on the steamer Mohegan when it sank in the English Channel, October 14, 1898. She was badly injured by her and clung to a plank in the water for five hours before she was picked up by a lifeboat. Her heroism in aiding others who were in the life boat, but were fatigued, saying they were overcrowded and the addition of her weight would lessen the chances of those already in the boats. The sailors said she was the pluckiest girl they had ever seen. She was one of the eleven passengers saved out of ninety-seven. xyxy=(66,1733,221,1954)
headline: REDUCTION IN OIL RATE ORDERED BY OKLAHOMA xyxy=(405,709,544,764)
ad-copy: STYLISH UP-TO-THE-MINUTE GARMENTS ALL OF THEM—THE LATEST PRODUCTIONS OF THE BEST MAKERS. xyxy=(1026,872,1154,934)
headline: If the Texas People xyxy=(425,1372,524,1385)
